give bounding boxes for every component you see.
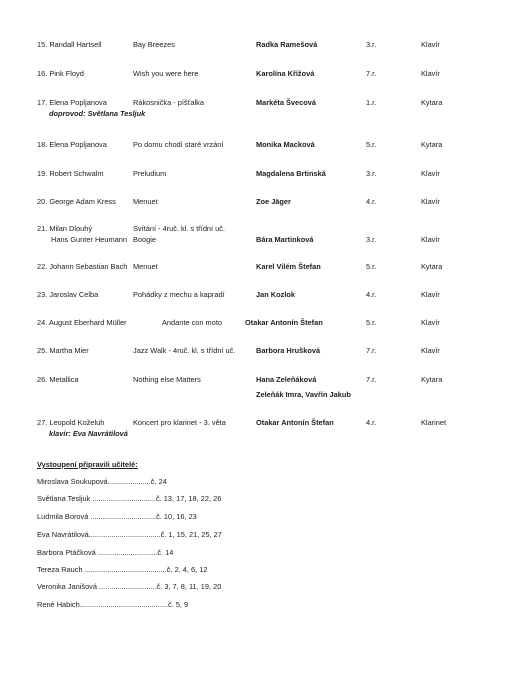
teacher-entry: Veronika Janišová ............................č. 3, 7, 8, 11, 19, 20 <box>37 582 222 591</box>
instrument: Klavír <box>421 290 440 299</box>
grade: 4.r. <box>366 197 377 206</box>
instrument: Klavír <box>421 69 440 78</box>
performer: Magdalena Brtinská <box>256 169 326 178</box>
teacher-entry: René Habich...........................................č. 5, 9 <box>37 600 189 609</box>
performer: Monika Macková <box>256 140 315 149</box>
composer: 20. George Adam Kress <box>37 197 116 206</box>
grade: 4.r. <box>366 418 377 427</box>
accompaniment-note: doprovod: Světlana Tesljuk <box>49 109 146 118</box>
piece-title: Menuet <box>133 262 158 271</box>
composer-2: Hans Gunter Heumann <box>51 235 127 244</box>
instrument: Klavír <box>421 40 440 49</box>
grade: 7.r. <box>366 375 377 384</box>
composer: 21. Milan Dlouhý <box>37 224 93 233</box>
composer: 17. Elena Popljanova <box>37 98 107 107</box>
instrument: Klavír <box>421 235 440 244</box>
instrument: Klavír <box>421 318 440 327</box>
performer: Radka Ramešová <box>256 40 318 49</box>
piece-title: Wish you were here <box>133 69 199 78</box>
teacher-entry: Světlana Tesljuk ...............................č. 13, 17, 18, 22, 26 <box>37 494 222 503</box>
composer: 16. Pink Floyd <box>37 69 84 78</box>
performer: Karel Vilém Štefan <box>256 262 321 271</box>
piece-title: Pohádky z mechu a kapradí <box>133 290 225 299</box>
performer: Bára Martinková <box>256 235 314 244</box>
teacher-entry: Tereza Rauch ........................................č. 2, 4, 6, 12 <box>37 565 208 574</box>
composer: 25. Martha Mier <box>37 346 89 355</box>
accompaniment-note: klavír: Eva Navrátilová <box>49 429 128 438</box>
grade: 5.r. <box>366 140 377 149</box>
grade: 7.r. <box>366 69 377 78</box>
grade: 5.r. <box>366 262 377 271</box>
composer: 22. Johann Sebastian Bach <box>37 262 128 271</box>
performer: Markéta Švecová <box>256 98 316 107</box>
performer: Barbora Hrušková <box>256 346 321 355</box>
instrument: Klavír <box>421 197 440 206</box>
teacher-entry: Miroslava Soukupová.....................č. 24 <box>37 477 167 486</box>
piece-title: Nothing else Matters <box>133 375 201 384</box>
grade: 7.r. <box>366 346 377 355</box>
instrument: Kytara <box>421 98 443 107</box>
instrument: Klavír <box>421 169 440 178</box>
composer: 15. Randall Hartsell <box>37 40 102 49</box>
performer: Otakar Antonín Štefan <box>245 318 323 327</box>
composer: 18. Elena Popljanova <box>37 140 107 149</box>
piece-title: Svítání - 4ruč. kl. s třídní uč. <box>133 224 226 233</box>
grade: 3.r. <box>366 169 377 178</box>
instrument: Kytara <box>421 262 443 271</box>
piece-title: Menuet <box>133 197 158 206</box>
performer: Otakar Antonín Štefan <box>256 418 334 427</box>
performer: Zoe Jäger <box>256 197 291 206</box>
grade: 3.r. <box>366 235 377 244</box>
instrument: Kytara <box>421 140 443 149</box>
composer: 23. Jaroslav Celba <box>37 290 99 299</box>
piece-title: Koncert pro klarinet - 3. věta <box>133 418 226 427</box>
composer: 27. Leopold Koželuh <box>37 418 105 427</box>
piece-title: Rákosnička - píšťalka <box>133 98 204 107</box>
performer: Karolína Křížová <box>256 69 315 78</box>
teacher-entry: Eva Navrátilová...................................č. 1, 15, 21, 25, 27 <box>37 530 222 539</box>
performer: Hana Zeleňáková <box>256 375 317 384</box>
piece-title-2: Boogie <box>133 235 157 244</box>
piece-title: Preludium <box>133 169 167 178</box>
teachers-heading: Vystoupení připravili učitelé: <box>37 460 138 469</box>
grade: 1.r. <box>366 98 377 107</box>
composer: 19. Robert Schwalm <box>37 169 104 178</box>
composer: 26. Metallica <box>37 375 79 384</box>
accompanying-performers: Zeleňák Imra, Vavřín Jakub <box>256 390 351 399</box>
piece-title: Po domu chodí staré vrzání <box>133 140 224 149</box>
grade: 5.r. <box>366 318 377 327</box>
teacher-entry: Barbora Ptáčková .............................č. 14 <box>37 548 174 557</box>
teacher-entry: Ludmila Borová ................................č. 10, 16, 23 <box>37 512 197 521</box>
composer: 24. August Eberhard Müller <box>37 318 127 327</box>
instrument: Klarinet <box>421 418 447 427</box>
grade: 3.r. <box>366 40 377 49</box>
piece-title: Bay Breezes <box>133 40 175 49</box>
instrument: Klavír <box>421 346 440 355</box>
performer: Jan Kozlok <box>256 290 296 299</box>
piece-title: Andante con moto <box>162 318 222 327</box>
instrument: Kytara <box>421 375 443 384</box>
piece-title: Jazz Walk - 4ruč. kl. s třídní uč. <box>133 346 236 355</box>
grade: 4.r. <box>366 290 377 299</box>
